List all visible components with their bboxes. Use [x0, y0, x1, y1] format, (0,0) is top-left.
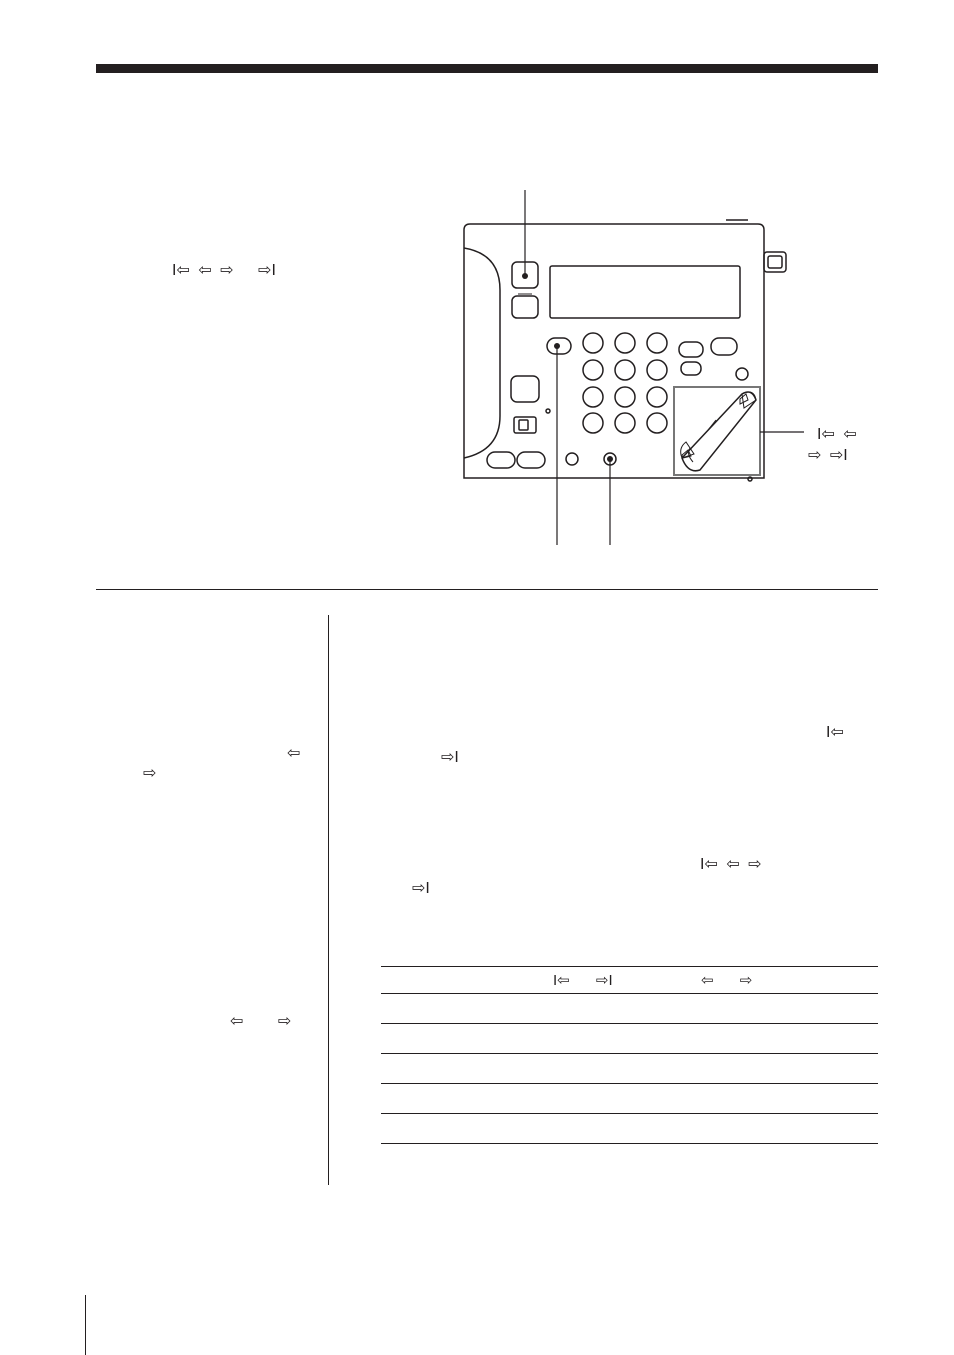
callout-arrow-glyphs-row2: [808, 446, 848, 465]
step-1-next: [441, 749, 459, 767]
next-track-icon: ⇨I: [829, 447, 848, 464]
left-note-2-glyphs: [230, 1013, 291, 1031]
footer-rule: [85, 1295, 86, 1355]
column-divider: [328, 615, 329, 1185]
step-2-glyphs: [700, 855, 762, 874]
fast-forward-icon: ⇨: [748, 856, 762, 873]
intro-arrow-glyphs: [172, 261, 276, 280]
fast-forward-icon: ⇨: [220, 262, 234, 279]
rewind-icon: ⇦: [230, 1013, 244, 1030]
left-note-1-ff: [143, 765, 156, 783]
table-row: [381, 1114, 878, 1144]
fast-forward-icon: ⇨: [277, 1013, 292, 1030]
table-row: [381, 1024, 878, 1054]
table-row: [381, 1084, 878, 1114]
section-rule: [96, 589, 878, 590]
table-row: [381, 1054, 878, 1084]
fast-forward-icon: ⇨: [143, 765, 157, 782]
speed-table: [381, 966, 878, 1144]
prev-track-icon: I⇦: [172, 262, 190, 279]
rewind-icon: ⇦: [701, 972, 714, 989]
callout-arrow-glyphs-row1: [817, 425, 857, 444]
header-rule: [96, 64, 878, 73]
step-2-next: [412, 880, 430, 898]
prev-track-icon: I⇦: [817, 426, 835, 443]
step-1-prev: [826, 724, 844, 742]
prev-track-icon: I⇦: [826, 724, 844, 741]
device-illustration: [450, 180, 890, 550]
rewind-icon: ⇦: [198, 262, 212, 279]
fast-forward-icon: ⇨: [808, 447, 822, 464]
rewind-icon: ⇦: [726, 856, 740, 873]
prev-track-icon: I⇦: [700, 856, 718, 873]
next-track-icon: ⇨I: [412, 880, 430, 897]
next-track-icon: ⇨I: [258, 262, 276, 279]
next-track-icon: ⇨I: [595, 972, 613, 989]
table-row: [381, 994, 878, 1024]
rewind-icon: ⇦: [287, 745, 301, 762]
next-track-icon: ⇨I: [441, 749, 459, 766]
rewind-icon: ⇦: [843, 426, 857, 443]
table-header-row: [381, 967, 878, 994]
prev-track-icon: I⇦: [553, 972, 570, 989]
fast-forward-icon: ⇨: [739, 972, 753, 989]
left-note-1-rewind: [287, 745, 300, 763]
